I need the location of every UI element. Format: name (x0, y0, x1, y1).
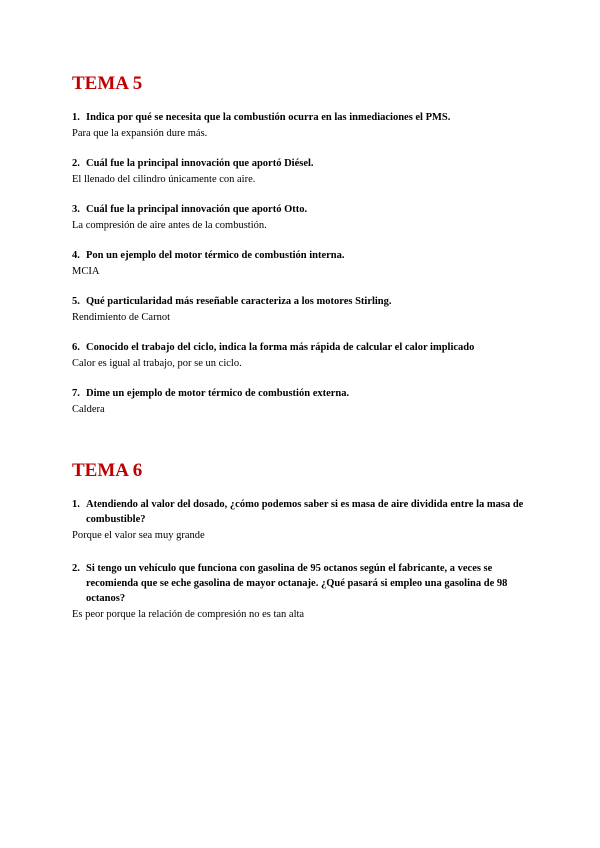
question-item (72, 202, 532, 233)
answer-text: Rendimiento de Carnot (72, 312, 170, 323)
question-item (72, 386, 532, 417)
question-item (72, 294, 532, 325)
question-number: 4. (72, 250, 80, 261)
question-text: Qué particularidad más reseñable caracteriza a los motores Stirling. (86, 296, 392, 307)
answer-text: Caldera (72, 404, 105, 415)
answer-text: Porque el valor sea muy grande (72, 530, 205, 541)
answer-text: El llenado del cilindro únicamente con aire. (72, 174, 256, 185)
question-item (72, 561, 532, 622)
question (72, 386, 532, 401)
section-tema-6 (72, 459, 532, 640)
question-text: Indica por qué se necesita que la combustión ocurra en las inmediaciones el PMS. (86, 112, 451, 123)
question (72, 202, 532, 217)
question-text: Pon un ejemplo del motor térmico de combustión interna. (86, 250, 345, 261)
section-title: TEMA 5 (72, 73, 143, 94)
question (72, 110, 532, 125)
answer-text: Calor es igual al trabajo, por se un ciclo. (72, 358, 242, 369)
question (72, 561, 532, 606)
question-number: 1. (72, 499, 80, 510)
question-item (72, 110, 532, 141)
question-number: 7. (72, 388, 80, 399)
question-text: Atendiendo al valor del dosado, ¿cómo podemos saber si es masa de aire dividida entre la masa de combustible? (86, 499, 524, 525)
question (72, 340, 532, 355)
question-text: Cuál fue la principal innovación que aportó Otto. (86, 204, 308, 215)
question-item (72, 497, 532, 543)
question-text: Dime un ejemplo de motor térmico de combustión externa. (86, 388, 350, 399)
question (72, 294, 532, 309)
question (72, 156, 532, 171)
question-item (72, 340, 532, 371)
question-item (72, 156, 532, 187)
answer-text: Para que la expansión dure más. (72, 128, 208, 139)
question-number: 6. (72, 342, 80, 353)
answer-text: MCIA (72, 266, 100, 277)
question-text: Conocido el trabajo del ciclo, indica la forma más rápida de calcular el calor implicado (86, 342, 475, 353)
question-item (72, 248, 532, 279)
answer-text: La compresión de aire antes de la combustión. (72, 220, 267, 231)
section-title: TEMA 6 (72, 460, 143, 481)
answer-text: Es peor porque la relación de compresión no es tan alta (72, 609, 305, 620)
question-number: 3. (72, 204, 80, 215)
question-number: 2. (72, 158, 80, 169)
question-number: 2. (72, 563, 80, 574)
question-number: 5. (72, 296, 80, 307)
section-tema-5 (72, 72, 532, 432)
question (72, 497, 532, 527)
question-number: 1. (72, 112, 80, 123)
question-text: Si tengo un vehículo que funciona con gasolina de 95 octanos según el fabricante, a veces se recomienda que se eche gasolina de mayor octanaje. ¿Qué pasará si empleo una gasolina de 98 octanos? (86, 563, 508, 604)
question (72, 248, 532, 263)
question-text: Cuál fue la principal innovación que aportó Diésel. (86, 158, 314, 169)
